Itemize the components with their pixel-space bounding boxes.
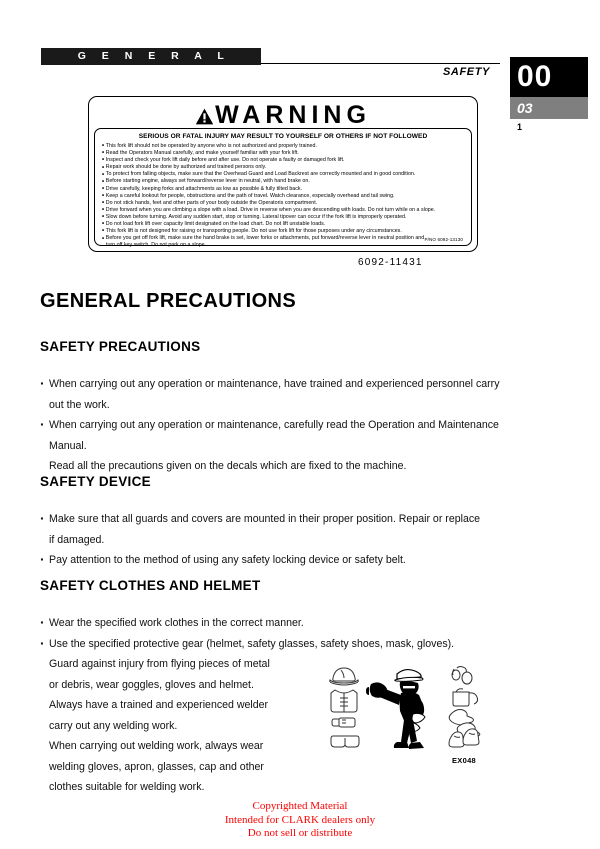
warning-bullet-marker: •	[102, 214, 106, 221]
warning-bullet	[102, 186, 464, 193]
body-line-text: out the work.	[49, 398, 110, 411]
header-divider-rule	[261, 63, 500, 64]
chapter-tab-block	[510, 57, 588, 132]
warning-bullet	[102, 193, 464, 200]
body-line-text: carry out any welding work.	[49, 719, 178, 732]
warning-bullet-text: To protect from falling objects, make sure that the Overhead Guard and Load Backrest are correctly mounted and in good condition.	[105, 171, 416, 178]
body-line-text: Always have a trained and experienced welder	[49, 699, 269, 711]
ear-muffs-icon	[452, 667, 472, 685]
warning-bullet	[102, 221, 464, 228]
warning-bullet-text: Drive carefully, keeping forks and attachments as low as possible & fully tilted back.	[105, 185, 303, 192]
warning-bullet-marker: •	[102, 200, 106, 207]
warning-bullet-marker: •	[102, 150, 106, 157]
warning-bullet	[102, 178, 464, 185]
warning-bullet	[102, 150, 464, 157]
warning-bullet-continuation: turn off key switch. Do not park on a slope.	[106, 242, 207, 249]
warning-bullet-text: Read the Operators Manual carefully, and make yourself familiar with your fork lift.	[105, 150, 299, 157]
body-bullet	[40, 634, 510, 655]
warning-bullet-text: This fork lift should not be operated by anyone who is not authorized and properly trained.	[105, 143, 317, 149]
body-line-text: if damaged.	[49, 533, 105, 546]
warning-bullet-text: Repair work should be done by authorized and trained persons only.	[105, 164, 267, 171]
body-continuation-line	[40, 777, 510, 798]
warning-bullet	[102, 157, 464, 164]
warning-bullet-marker: •	[102, 235, 106, 242]
body-line-text: Read all the precautions given on the decals which are fixed to the machine.	[49, 460, 407, 472]
welder-figure-icon	[366, 670, 425, 749]
warning-bullet-text: Do not stick hands, feet and other parts of your body outside the Operatoris compartment.	[105, 199, 318, 206]
warning-decal	[88, 96, 478, 252]
warning-bullet-marker: •	[102, 228, 106, 235]
warning-subtitle: SERIOUS OR FATAL INJURY MAY RESULT TO YOURSELF OR OTHERS IF NOT FOLLOWED	[138, 133, 428, 140]
warning-bullet	[102, 200, 464, 207]
body-bullet	[40, 550, 510, 571]
body-continuation-line	[40, 395, 510, 416]
warning-bullet-marker: •	[102, 221, 106, 228]
warning-bullet-text: Keep a careful lookout for people, obstructions and the path of travel. Watch clearance, especially overhead and tail swing.	[105, 192, 395, 199]
mask-icon	[332, 718, 355, 727]
body-continuation-line	[40, 757, 510, 778]
body-line-text: When carrying out any operation or maintenance, have trained and experienced personnel carry	[49, 378, 500, 390]
warning-bullet	[102, 214, 464, 221]
warning-bullet-text: Do not load fork lift over capacity limit designated on the load chart. Do not lift unstable loads.	[105, 221, 326, 228]
body-line-text: Manual.	[49, 439, 87, 452]
body-bullet	[40, 415, 510, 436]
section-body-safety-device	[40, 509, 510, 571]
body-continuation-line	[40, 436, 510, 457]
warning-bullet-marker: •	[102, 157, 106, 164]
warning-bullet-text: This fork lift is not designed for raising or transporting people. Do not use fork lift for those purposes under any circumstances.	[105, 228, 402, 235]
helmet-icon	[330, 668, 359, 685]
harness-icon	[453, 689, 478, 706]
body-line-text: When carrying out welding work, always wear	[49, 740, 264, 752]
copyright-line-1: Copyrighted Material	[252, 800, 348, 812]
body-bullet	[40, 374, 510, 395]
body-bullet	[40, 509, 510, 530]
decal-number: 6092-11431	[358, 257, 423, 268]
warning-body-box	[94, 128, 472, 249]
body-line-text: Use the specified protective gear (helmet, safety glasses, safety shoes, mask, gloves).	[49, 637, 455, 650]
body-line-text: Guard against injury from flying pieces of metal	[49, 658, 270, 670]
section-heading-safety-precautions: SAFETY PRECAUTIONS	[40, 339, 201, 354]
warning-bullet	[102, 207, 464, 214]
body-line-text: clothes suitable for welding work.	[49, 781, 205, 793]
goggles-icon	[331, 736, 359, 747]
body-line-text: welding gloves, apron, glasses, cap and other	[49, 760, 264, 773]
warning-bullet	[102, 143, 464, 150]
header-section-label: G E N E R A L	[41, 48, 261, 65]
tab-page-number: 1	[517, 122, 523, 132]
warning-bullet	[102, 235, 464, 242]
warning-bullet-text: Before you get off fork lift, make sure the hand brake is set, lower forks or attachments, put forward/reverse lever in neutral position and	[105, 235, 425, 242]
warning-bullet-marker: •	[102, 185, 106, 192]
section-heading-safety-device: SAFETY DEVICE	[40, 474, 151, 489]
section-body-safety-precautions	[40, 374, 510, 477]
warning-part-number: P/NO 6092-13130	[424, 237, 463, 242]
copyright-notice	[0, 800, 600, 841]
page-header	[41, 48, 500, 65]
copyright-line-3: Do not sell or distribute	[247, 827, 353, 839]
warning-bullet	[102, 164, 464, 171]
body-line-text: When carrying out any operation or maintenance, carefully read the Operation and Maintenance	[49, 419, 499, 431]
body-line-text: Wear the specified work clothes in the correct manner.	[49, 617, 304, 629]
safety-gear-illustration	[325, 662, 505, 757]
page-title: GENERAL PRECAUTIONS	[40, 290, 297, 312]
warning-bullet-text: Drive forward when you are climbing a slope with a load. Drive in reverse when you are descending with loads. Do not turn while on a slope.	[105, 206, 436, 213]
warning-bullet-marker: •	[102, 164, 106, 171]
warning-bullet-text: Slow down before turning. Avoid any sudden start, stop or turning. Lateral tipover can occur if the fork lift is improperly operated.	[105, 213, 407, 220]
body-line-text: or debris, wear goggles, gloves and helmet.	[49, 678, 254, 691]
body-bullet	[40, 613, 510, 634]
copyright-line-2: Intended for CLARK dealers only	[224, 813, 376, 826]
body-line-text: Pay attention to the method of using any safety locking device or safety belt.	[49, 554, 406, 566]
warning-bullet-marker: •	[102, 192, 106, 199]
header-subject-label: SAFETY	[443, 66, 490, 78]
warning-bullet-marker: •	[102, 143, 106, 150]
illustration-code: EX048	[452, 756, 477, 765]
warning-bullet-text: Inspect and check your fork lift daily before and after use. Do not operate a faulty or damaged fork lift.	[105, 157, 345, 164]
warning-bullet	[102, 228, 464, 235]
warning-bullet-marker: •	[102, 171, 106, 178]
warning-bullet-text: Before starting engine, always set forward/reverse lever in neutral, with hand brake on.	[105, 178, 310, 185]
warning-triangle-icon	[195, 107, 214, 126]
body-continuation-line	[40, 530, 510, 551]
tab-section-number: 03	[510, 97, 588, 119]
warning-bullet-marker: •	[102, 207, 106, 214]
section-heading-safety-clothes: SAFETY CLOTHES AND HELMET	[40, 578, 261, 593]
apron-icon	[331, 690, 357, 712]
warning-title-text: WARNING	[215, 100, 371, 129]
body-line-text: Make sure that all guards and covers are mounted in their proper position. Repair or replace	[49, 513, 481, 525]
warning-bullet-list	[102, 143, 464, 242]
warning-bullet-marker: •	[102, 178, 106, 185]
tab-chapter-number: 00	[510, 57, 588, 97]
warning-bullet	[102, 171, 464, 178]
warning-title-row	[89, 97, 477, 130]
